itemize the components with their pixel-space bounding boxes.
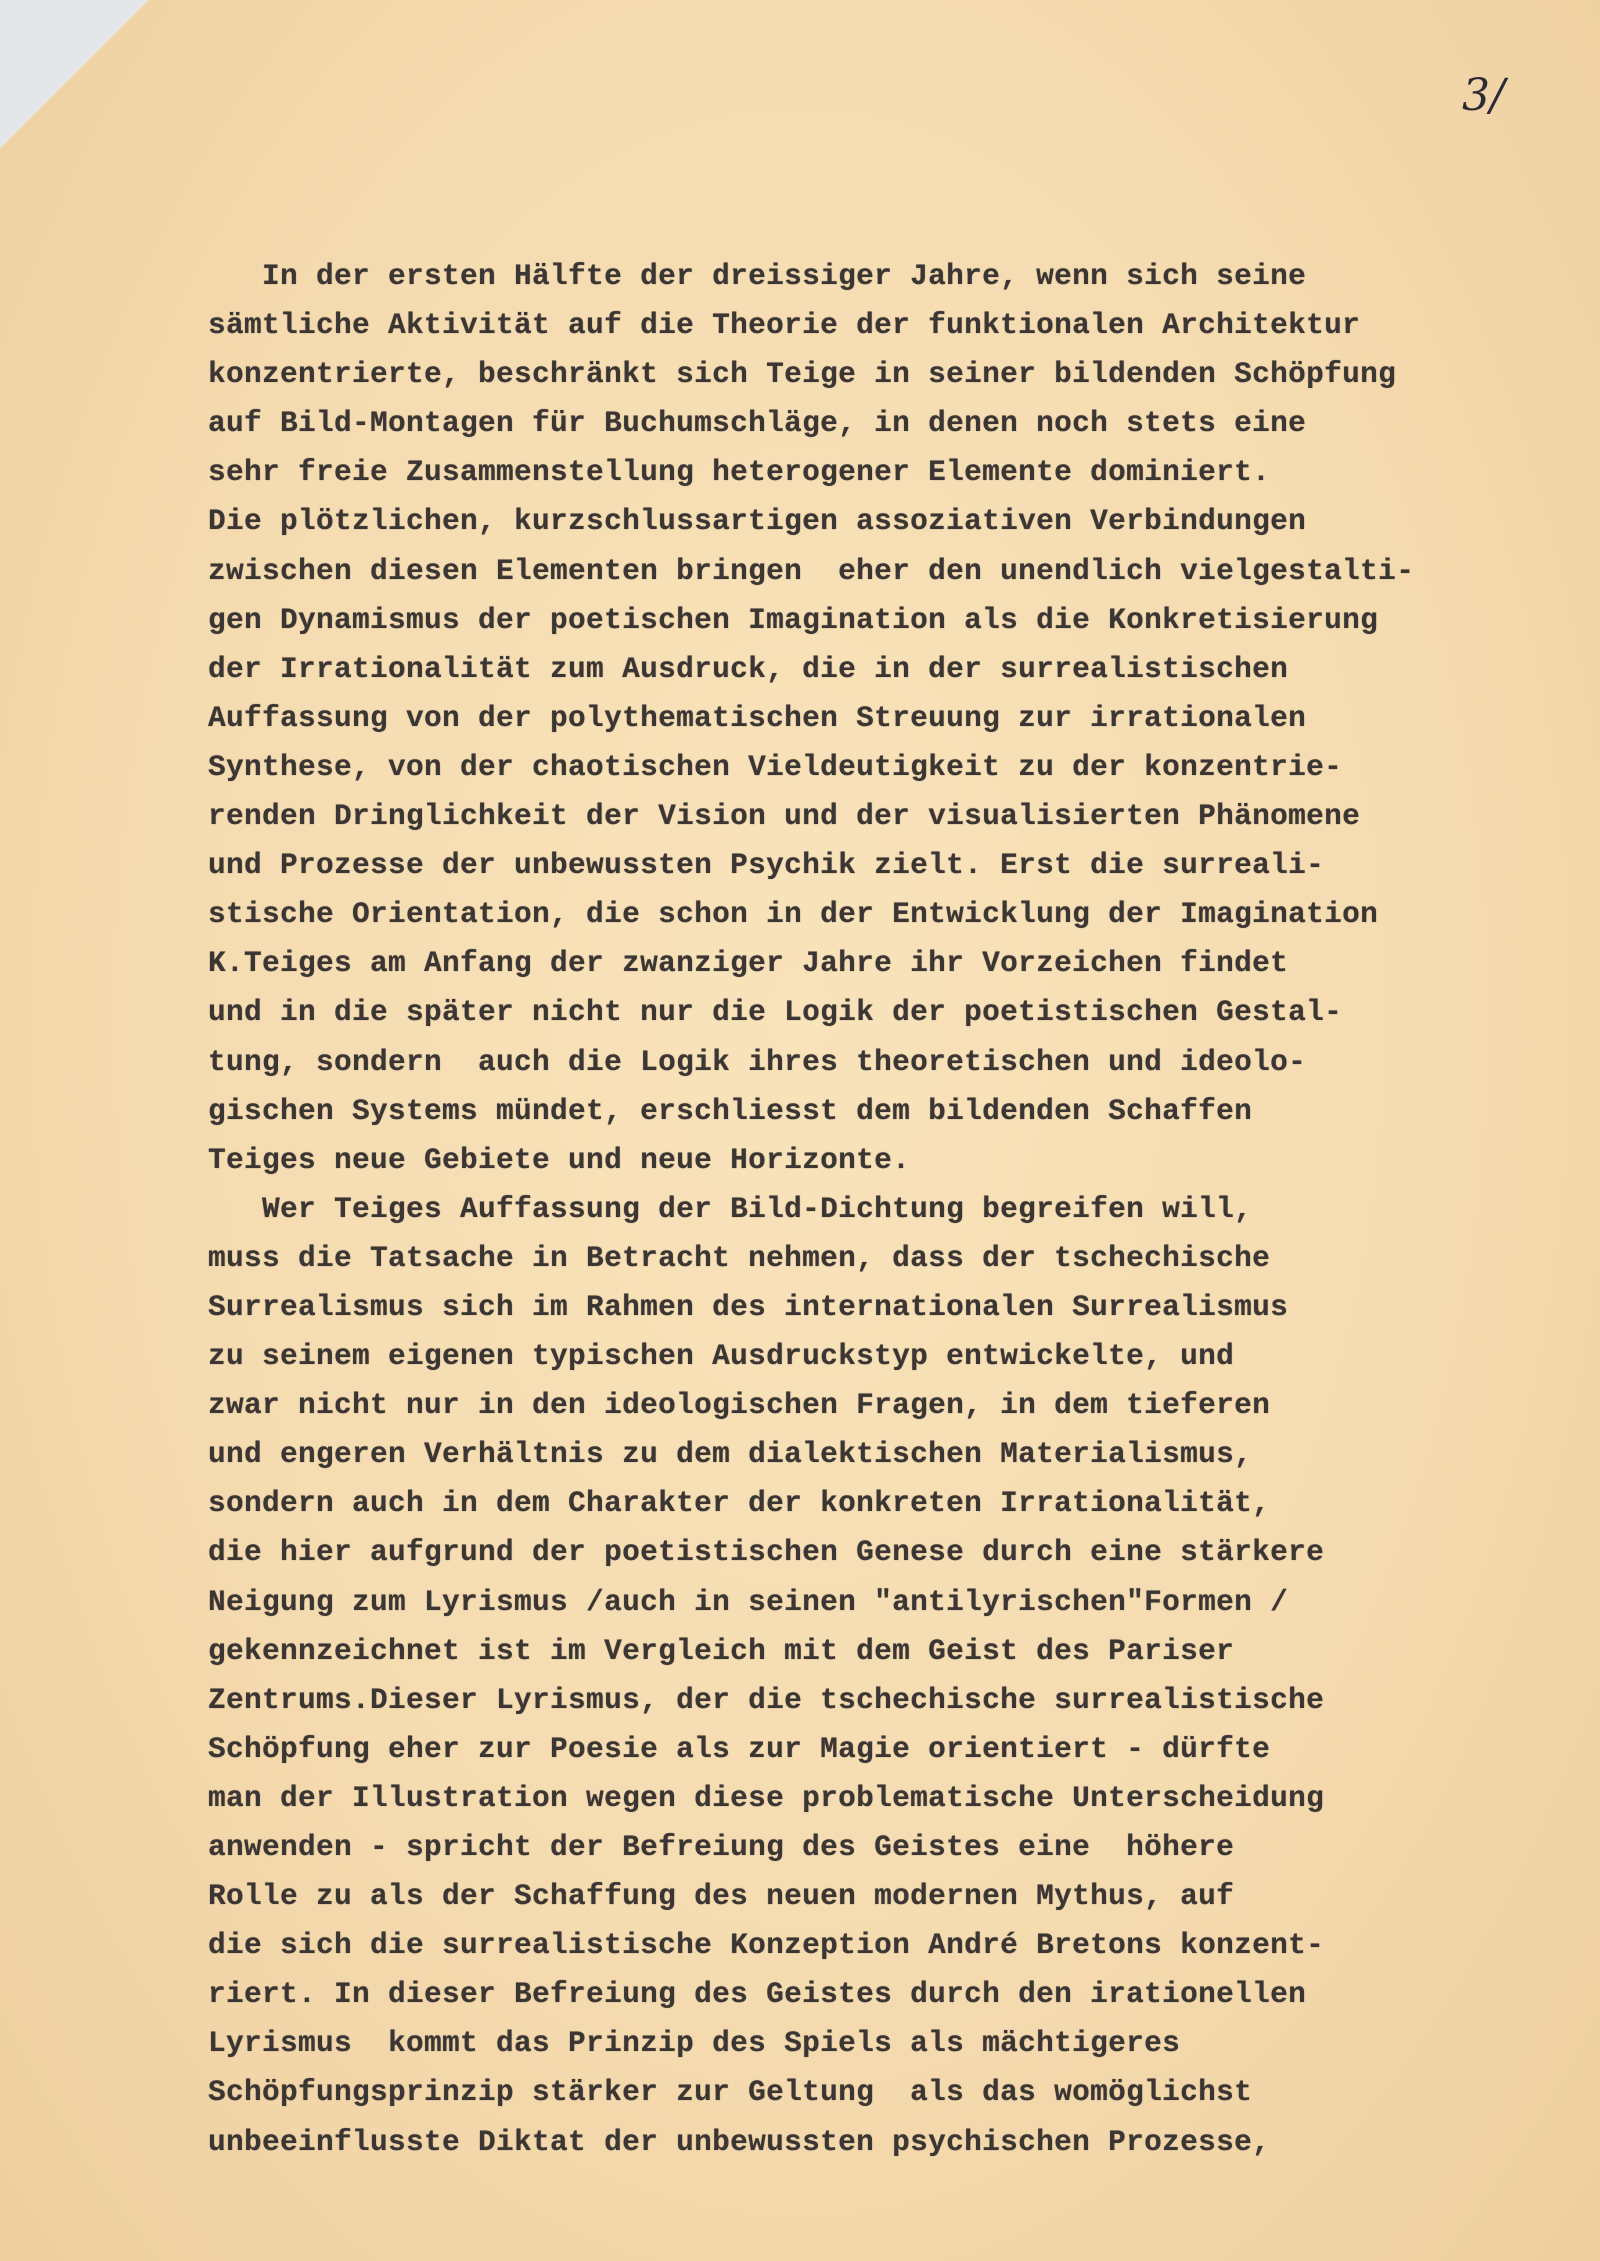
text-line: man der Illustration wegen diese problematische Unterscheidung xyxy=(208,1780,1325,1815)
text-line: Lyrismus kommt das Prinzip des Spiels als mächtigeres xyxy=(208,2026,1181,2061)
text-line: Schöpfung eher zur Poesie als zur Magie orientiert - dürfte xyxy=(208,1731,1271,1766)
text-line: Auffassung von der polythematischen Streuung zur irrationalen xyxy=(208,700,1307,735)
text-line: renden Dringlichkeit der Vision und der visualisierten Phänomene xyxy=(208,799,1361,834)
text-line: Teiges neue Gebiete und neue Horizonte. xyxy=(208,1142,911,1177)
text-line: konzentrierte, beschränkt sich Teige in seiner bildenden Schöpfung xyxy=(208,357,1397,392)
text-line: die sich die surrealistische Konzeption André Bretons konzent- xyxy=(208,1928,1325,1963)
text-line: stische Orientation, die schon in der Entwicklung der Imagination xyxy=(208,897,1379,932)
text-line: muss die Tatsache in Betracht nehmen, dass der tschechische xyxy=(208,1240,1271,1275)
text-line: Synthese, von der chaotischen Vieldeutigkeit zu der konzentrie- xyxy=(208,749,1343,784)
text-line: Die plötzlichen, kurzschlussartigen assoziativen Verbindungen xyxy=(208,504,1307,539)
page-number: 3/ xyxy=(1462,70,1505,121)
text-line: zu seinem eigenen typischen Ausdruckstyp entwickelte, und xyxy=(208,1339,1235,1374)
text-line: gischen Systems mündet, erschliesst dem bildenden Schaffen xyxy=(208,1093,1253,1128)
text-line: sehr freie Zusammenstellung heterogener Elemente dominiert. xyxy=(208,455,1271,490)
text-line: Zentrums.Dieser Lyrismus, der die tschechische surrealistische xyxy=(208,1682,1325,1717)
text-line: der Irrationalität zum Ausdruck, die in der surrealistischen xyxy=(208,651,1289,686)
text-line: unbeeinflusste Diktat der unbewussten psychischen Prozesse, xyxy=(208,2124,1271,2159)
text-line: sämtliche Aktivität auf die Theorie der funktionalen Architektur xyxy=(208,308,1361,343)
text-line: Wer Teiges Auffassung der Bild-Dichtung begreifen will, xyxy=(208,1191,1253,1226)
text-line: auf Bild-Montagen für Buchumschläge, in denen noch stets eine xyxy=(208,406,1307,441)
text-line: und Prozesse der unbewussten Psychik zielt. Erst die surreali- xyxy=(208,848,1325,883)
text-line: tung, sondern auch die Logik ihres theoretischen und ideolo- xyxy=(208,1044,1307,1079)
text-line: zwar nicht nur in den ideologischen Fragen, in dem tieferen xyxy=(208,1388,1271,1423)
text-line: und in die später nicht nur die Logik der poetistischen Gestal- xyxy=(208,995,1343,1030)
folded-corner xyxy=(0,0,150,150)
text-line: gen Dynamismus der poetischen Imagination als die Konkretisierung xyxy=(208,602,1379,637)
text-line: Schöpfungsprinzip stärker zur Geltung als das womöglichst xyxy=(208,2075,1253,2110)
text-line: Rolle zu als der Schaffung des neuen modernen Mythus, auf xyxy=(208,1879,1235,1914)
text-line: und engeren Verhältnis zu dem dialektischen Materialismus, xyxy=(208,1437,1253,1472)
text-line: sondern auch in dem Charakter der konkreten Irrationalität, xyxy=(208,1486,1271,1521)
text-line: K.Teiges am Anfang der zwanziger Jahre ihr Vorzeichen findet xyxy=(208,946,1289,981)
text-line: Surrealismus sich im Rahmen des internationalen Surrealismus xyxy=(208,1289,1289,1324)
text-line: Neigung zum Lyrismus /auch in seinen "antilyrischen"Formen / xyxy=(208,1584,1289,1619)
text-line: gekennzeichnet ist im Vergleich mit dem Geist des Pariser xyxy=(208,1633,1235,1668)
text-line: die hier aufgrund der poetistischen Genese durch eine stärkere xyxy=(208,1535,1325,1570)
text-line: In der ersten Hälfte der dreissiger Jahre, wenn sich seine xyxy=(208,259,1307,293)
text-line: zwischen diesen Elementen bringen eher den unendlich vielgestalti- xyxy=(208,553,1415,588)
text-line: anwenden - spricht der Befreiung des Geistes eine höhere xyxy=(208,1830,1235,1864)
typed-text-body xyxy=(208,252,1538,2167)
text-line: riert. In dieser Befreiung des Geistes durch den irationellen xyxy=(208,1977,1307,2012)
